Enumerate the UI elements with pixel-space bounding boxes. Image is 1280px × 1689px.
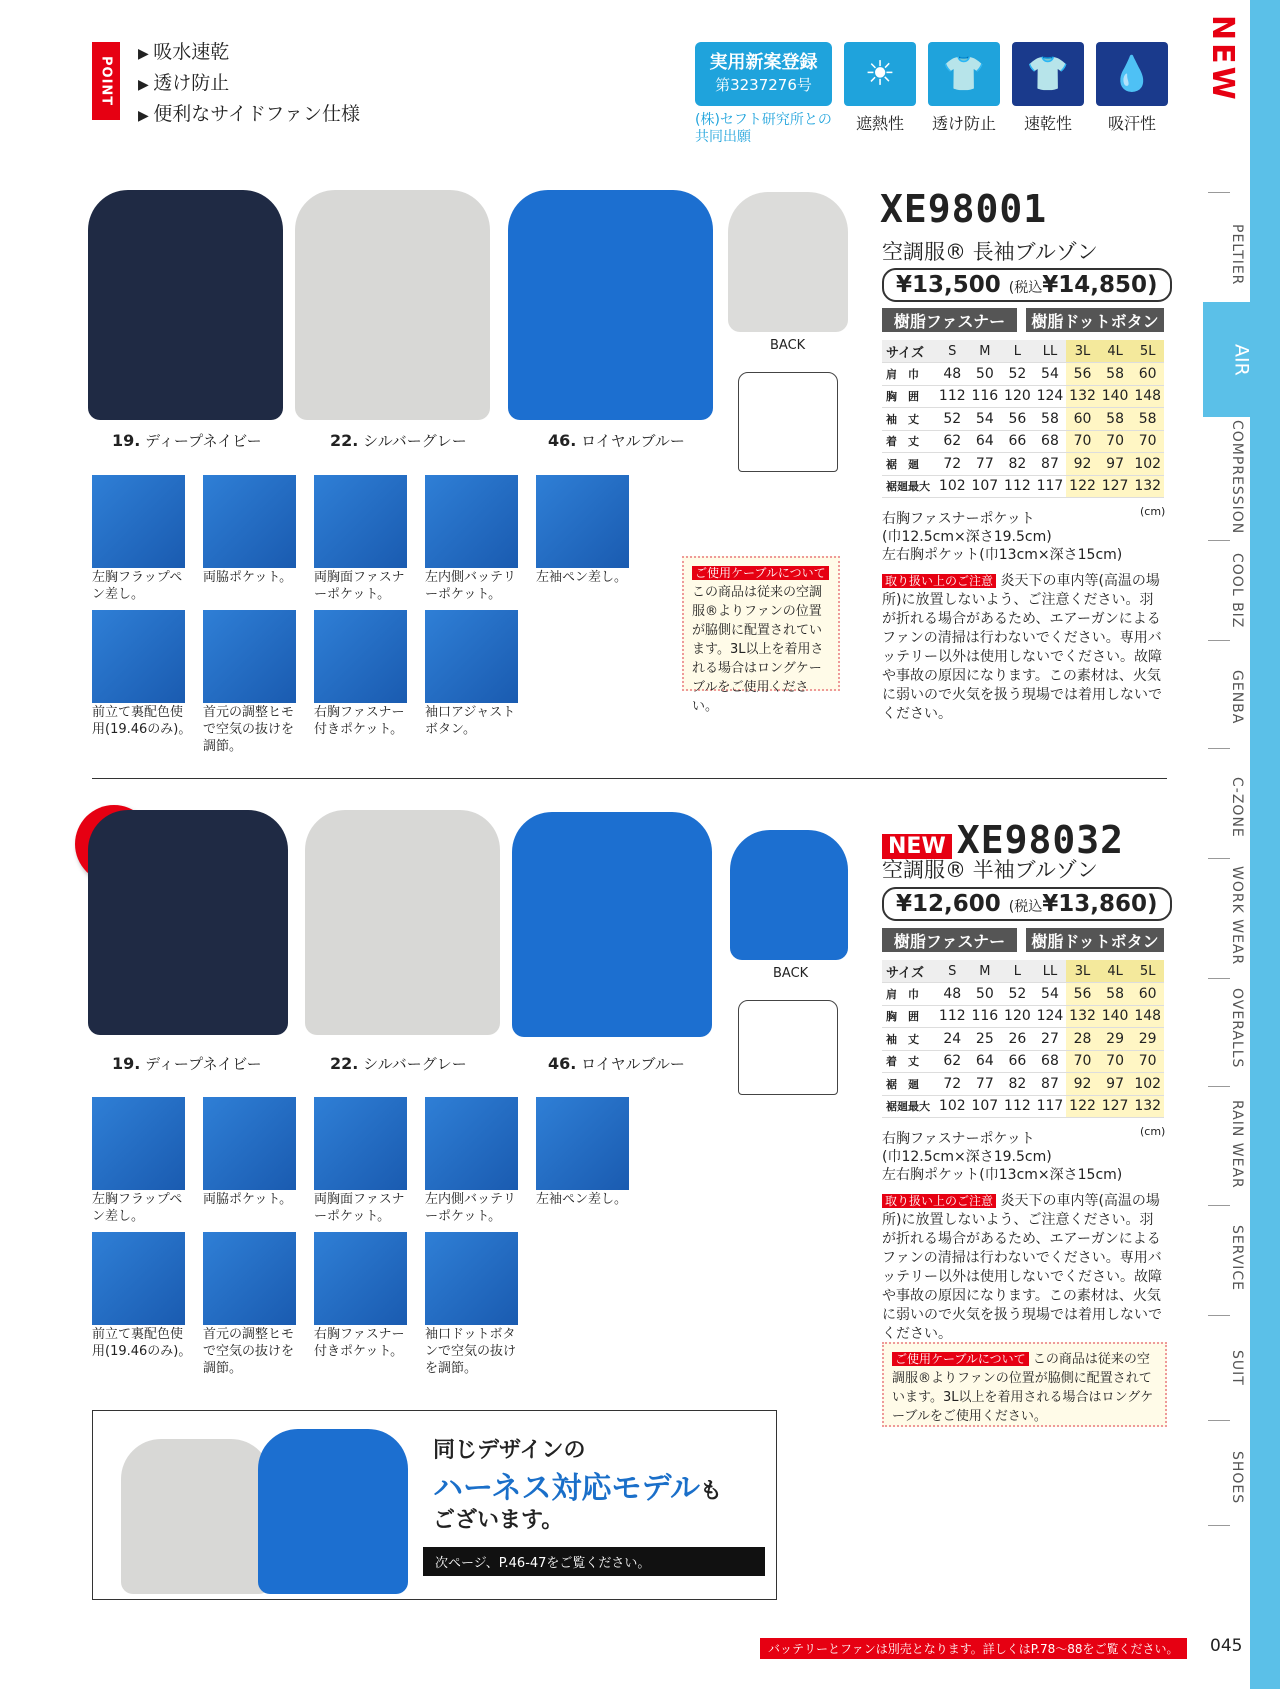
pocket-spec <box>882 1130 1122 1184</box>
detail-photo <box>314 610 407 703</box>
caution-body: 炎天下の車内等(高温の場所)に放置しないよう、ご注意ください。羽が折れる場合があるため、エアーガンによるファンの清掃は行わないでください。専用バッテリー以外は使用しないでください。故障や事故の原因になります。この素材は、火気に弱いので火気を扱う現場では着用しないでください。 <box>882 1193 1162 1342</box>
detail-caption: 左内側バッテリーポケット。 <box>425 1192 517 1224</box>
cable-text: この商品は従来の空調服®よりファンの位置が脇側に配置されています。3L以上を着用される場合はロングケーブルをご使用ください。 <box>892 1352 1154 1424</box>
registration-note <box>695 112 832 146</box>
size-cell: 64 <box>969 1050 1002 1073</box>
size-row <box>882 453 1164 476</box>
jacket-blue-photo <box>512 812 712 1037</box>
harness-model: ハーネス対応モデル <box>433 1471 700 1506</box>
sidebar-divider <box>1208 748 1230 749</box>
harness-line3: ございます。 <box>433 1508 564 1533</box>
point-tag: POINT <box>92 42 120 120</box>
detail-photo <box>203 1232 296 1325</box>
point-item: ▶ 吸水速乾 <box>138 38 360 69</box>
size-cell: 62 <box>936 1050 969 1073</box>
sidebar-divider <box>1208 540 1230 541</box>
size-row <box>882 1073 1164 1096</box>
fastener-label: 樹脂ドットボタン <box>1026 308 1164 332</box>
size-table <box>882 960 1164 1118</box>
registration-note-line: 共同出願 <box>695 129 751 145</box>
color-label-navy <box>112 1053 262 1074</box>
jacket-silver-photo <box>305 810 500 1035</box>
size-cell: 胸 囲 <box>882 1005 936 1028</box>
size-row <box>882 1095 1164 1118</box>
size-cell: M <box>969 340 1002 363</box>
size-cell: 着 丈 <box>882 1050 936 1073</box>
caution-text <box>882 1192 1167 1344</box>
size-cell: M <box>969 960 1002 983</box>
size-cell: 87 <box>1034 1073 1067 1096</box>
jacket-back-photo <box>730 830 848 960</box>
size-cell: 122 <box>1066 1095 1099 1118</box>
size-row <box>882 363 1164 386</box>
size-cell: 70 <box>1099 430 1132 453</box>
pocket-line: 左右胸ポケット(巾13cm×深さ15cm) <box>882 547 1123 563</box>
harness-line2 <box>433 1463 722 1507</box>
sidebar-divider <box>1208 192 1230 193</box>
size-cell: LL <box>1034 960 1067 983</box>
size-cell: 52 <box>1001 363 1034 386</box>
size-cell: 肩 巾 <box>882 363 936 386</box>
size-cell: 102 <box>936 1095 969 1118</box>
price-box: ¥12,600 (税込¥13,860) <box>882 887 1172 921</box>
size-cell: 116 <box>969 1005 1002 1028</box>
sidebar-divider <box>1208 1420 1230 1421</box>
sidebar-divider <box>1208 858 1230 859</box>
sidebar-item-rain-wear[interactable]: RAIN WEAR <box>1229 1099 1245 1189</box>
size-header-row <box>882 340 1164 363</box>
size-cell: 112 <box>936 385 969 408</box>
sidebar-item-service[interactable]: SERVICE <box>1229 1224 1245 1292</box>
size-cell: 102 <box>1131 1073 1164 1096</box>
tank-top-icon: 👕 <box>928 42 1000 106</box>
color-no: 19. <box>112 431 141 450</box>
size-cell: 70 <box>1066 430 1099 453</box>
size-cell: 54 <box>1034 983 1067 1006</box>
section-divider <box>92 778 1167 779</box>
size-cell: 64 <box>969 430 1002 453</box>
size-cell: 112 <box>1001 1095 1034 1118</box>
size-cell: 70 <box>1131 430 1164 453</box>
pocket-line: 左右胸ポケット(巾13cm×深さ15cm) <box>882 1167 1123 1183</box>
size-cell: 5L <box>1131 340 1164 363</box>
product-name: 空調服® 長袖ブルゾン <box>882 240 1098 264</box>
size-cell: 132 <box>1131 1095 1164 1118</box>
detail-photo <box>536 1097 629 1190</box>
feature-label: 速乾性 <box>1023 114 1072 133</box>
size-row <box>882 1005 1164 1028</box>
point-list <box>138 38 360 131</box>
detail-caption: 左袖ペン差し。 <box>536 1192 628 1207</box>
size-cell: 66 <box>1001 1050 1034 1073</box>
harness-jacket-silver-photo <box>121 1439 271 1594</box>
sun-shirt-icon: ☀ <box>844 42 916 106</box>
sidebar-item-overalls[interactable]: OVERALLS <box>1229 988 1245 1069</box>
back-label: BACK <box>770 338 806 353</box>
product-code: XE98001 <box>880 187 1048 231</box>
size-cell: 120 <box>1001 385 1034 408</box>
size-cell: 102 <box>936 475 969 498</box>
color-no: 46. <box>548 1054 577 1073</box>
sidebar-item-suit[interactable]: SUIT <box>1229 1349 1245 1386</box>
color-label-silver <box>330 1053 467 1074</box>
detail-photo <box>203 610 296 703</box>
back-label: BACK <box>773 966 809 981</box>
size-cell: 58 <box>1099 983 1132 1006</box>
color-name: ロイヤルブルー <box>581 1055 685 1073</box>
size-cell: 60 <box>1131 363 1164 386</box>
point-item: ▶ 便利なサイドファン仕様 <box>138 100 360 131</box>
registration-title: 実用新案登録 <box>709 52 818 73</box>
product-name: 空調服® 半袖ブルゾン <box>882 858 1098 882</box>
feature-label: 吸汗性 <box>1107 114 1156 133</box>
size-cell: 66 <box>1001 430 1034 453</box>
harness-link[interactable]: 次ページ、P.46-47をご覧ください。 <box>423 1547 765 1576</box>
size-cell: 胸 囲 <box>882 385 936 408</box>
size-row <box>882 983 1164 1006</box>
size-row <box>882 1050 1164 1073</box>
size-cell: 裾 廻 <box>882 1073 936 1096</box>
size-cell: 92 <box>1066 1073 1099 1096</box>
size-cell: 肩 巾 <box>882 983 936 1006</box>
size-cell: 袖 丈 <box>882 1028 936 1051</box>
size-cell: 裾廻最大 <box>882 1095 936 1118</box>
size-header-row <box>882 960 1164 983</box>
size-cell: 29 <box>1099 1028 1132 1051</box>
size-cell: 122 <box>1066 475 1099 498</box>
pocket-line: (巾12.5cm×深さ19.5cm) <box>882 1149 1052 1165</box>
size-cell: 54 <box>969 408 1002 431</box>
sidebar-item-shoes[interactable]: SHOES <box>1229 1450 1245 1505</box>
size-cell: 87 <box>1034 453 1067 476</box>
size-cell: 3L <box>1066 960 1099 983</box>
feature-heat-shield <box>844 42 916 134</box>
size-row <box>882 430 1164 453</box>
size-cell: 50 <box>969 363 1002 386</box>
caution-body: 炎天下の車内等(高温の場所)に放置しないよう、ご注意ください。羽が折れる場合があるため、エアーガンによるファンの清掃は行わないでください。専用バッテリー以外は使用しないでください。故障や事故の原因になります。この素材は、火気に弱いので火気を扱う現場では着用しないでください。 <box>882 573 1162 722</box>
size-cell: 29 <box>1131 1028 1164 1051</box>
size-cell: 77 <box>969 453 1002 476</box>
detail-caption: 両胸面ファスナーポケット。 <box>314 570 405 602</box>
sidebar-divider <box>1208 1315 1230 1316</box>
new-label: NEW <box>882 834 952 859</box>
size-cell: 132 <box>1066 385 1099 408</box>
color-no: 22. <box>330 431 359 450</box>
detail-caption: 左胸フラップペン差し。 <box>92 1192 183 1224</box>
sidebar-item-work-wear[interactable]: WORK WEAR <box>1229 866 1245 966</box>
size-cell: 袖 丈 <box>882 408 936 431</box>
size-cell: 92 <box>1066 453 1099 476</box>
back-line-drawing <box>738 1000 838 1095</box>
page-number: 045 <box>1210 1636 1243 1656</box>
size-cell: 120 <box>1001 1005 1034 1028</box>
sidebar-divider <box>1208 1525 1230 1526</box>
unit-label: (cm) <box>1140 1125 1166 1138</box>
point-item: ▶ 透け防止 <box>138 69 360 100</box>
pocket-line: (巾12.5cm×深さ19.5cm) <box>882 529 1052 545</box>
price-tax: ¥14,850 <box>1042 272 1148 298</box>
detail-caption: 両脇ポケット。 <box>203 570 293 585</box>
detail-caption: 左袖ペン差し。 <box>536 570 628 585</box>
size-cell: 48 <box>936 363 969 386</box>
size-cell: 54 <box>1034 363 1067 386</box>
size-cell: 26 <box>1001 1028 1034 1051</box>
feature-anti-see-through <box>928 42 1000 134</box>
size-cell: 70 <box>1131 1050 1164 1073</box>
detail-caption: 袖口アジャストボタン。 <box>425 705 516 737</box>
sidebar-divider <box>1208 1205 1230 1206</box>
color-name: ディープネイビー <box>145 1055 262 1073</box>
size-cell: 58 <box>1034 408 1067 431</box>
size-cell: 117 <box>1034 475 1067 498</box>
size-cell: 52 <box>1001 983 1034 1006</box>
size-cell: S <box>936 340 969 363</box>
color-name: シルバーグレー <box>363 1055 467 1073</box>
detail-photo <box>92 1097 185 1190</box>
detail-caption: 首元の調整ヒモで空気の抜けを調節。 <box>203 705 295 754</box>
cable-label: ご使用ケーブルについて <box>692 566 829 580</box>
size-cell: 裾 廻 <box>882 453 936 476</box>
harness-line1: 同じデザインの <box>433 1438 586 1463</box>
detail-photo <box>203 1097 296 1190</box>
detail-photo <box>425 610 518 703</box>
detail-caption: 右胸ファスナー付きポケット。 <box>314 705 405 737</box>
harness-jacket-blue-photo <box>258 1429 408 1594</box>
size-cell: 132 <box>1131 475 1164 498</box>
size-row <box>882 408 1164 431</box>
price-tax: ¥13,860 <box>1042 891 1148 917</box>
feature-label: 透け防止 <box>931 114 996 133</box>
feature-label: 遮熱性 <box>855 114 904 133</box>
size-cell: 27 <box>1034 1028 1067 1051</box>
size-cell: 140 <box>1099 385 1132 408</box>
size-cell: 82 <box>1001 1073 1034 1096</box>
fastener-label: 樹脂ファスナー <box>882 928 1017 952</box>
size-cell: L <box>1001 960 1034 983</box>
sidebar-strip <box>1250 0 1280 1689</box>
detail-photo <box>425 1232 518 1325</box>
size-cell: 3L <box>1066 340 1099 363</box>
jacket-blue-photo <box>508 190 713 420</box>
detail-caption: 首元の調整ヒモで空気の抜けを調節。 <box>203 1327 295 1376</box>
pocket-line: 右胸ファスナーポケット <box>882 1131 1035 1147</box>
size-cell: 50 <box>969 983 1002 1006</box>
sidebar-new: NEW <box>1205 15 1240 103</box>
size-cell: 127 <box>1099 1095 1132 1118</box>
size-cell: 70 <box>1099 1050 1132 1073</box>
size-cell: 56 <box>1001 408 1034 431</box>
size-cell: 77 <box>969 1073 1002 1096</box>
sidebar-item-compression[interactable]: COMPRESSION <box>1229 419 1245 535</box>
size-cell: 72 <box>936 1073 969 1096</box>
color-label-blue <box>548 1053 685 1074</box>
size-cell: 60 <box>1066 408 1099 431</box>
size-cell: 102 <box>1131 453 1164 476</box>
size-cell: 116 <box>969 385 1002 408</box>
size-cell: 112 <box>1001 475 1034 498</box>
price: ¥12,600 <box>896 891 1001 917</box>
size-cell: 24 <box>936 1028 969 1051</box>
color-name: ディープネイビー <box>145 432 262 450</box>
size-table <box>882 340 1164 498</box>
registration-badge <box>695 42 832 106</box>
size-cell: 56 <box>1066 363 1099 386</box>
cable-note-box <box>682 556 840 714</box>
jacket-back-photo <box>728 192 848 332</box>
jacket-silver-photo <box>295 190 490 420</box>
size-cell: 97 <box>1099 1073 1132 1096</box>
detail-caption: 前立て裏配色使用(19.46のみ)。 <box>92 1327 192 1359</box>
size-cell: 124 <box>1034 385 1067 408</box>
price: ¥13,500 <box>896 272 1001 298</box>
color-label-blue <box>548 430 685 451</box>
size-cell: 68 <box>1034 430 1067 453</box>
size-cell: 117 <box>1034 1095 1067 1118</box>
color-name: シルバーグレー <box>363 432 467 450</box>
detail-caption: 両脇ポケット。 <box>203 1192 293 1207</box>
size-cell: 60 <box>1131 983 1164 1006</box>
size-row <box>882 475 1164 498</box>
detail-photo <box>425 475 518 568</box>
fastener-label: 樹脂ドットボタン <box>1026 928 1164 952</box>
detail-photo <box>314 1097 407 1190</box>
size-cell: 着 丈 <box>882 430 936 453</box>
size-cell: 148 <box>1131 385 1164 408</box>
detail-photo <box>536 475 629 568</box>
size-cell: 70 <box>1066 1050 1099 1073</box>
sidebar-item-cool-biz[interactable]: COOL BIZ <box>1229 552 1245 629</box>
cable-text: この商品は従来の空調服®よりファンの位置が脇側に配置されています。3L以上を着用される場合はロングケーブルをご使用ください。 <box>692 585 824 714</box>
size-cell: 52 <box>936 408 969 431</box>
size-cell: 28 <box>1066 1028 1099 1051</box>
detail-photo <box>92 475 185 568</box>
size-cell: 148 <box>1131 1005 1164 1028</box>
size-cell: サイズ <box>882 340 936 363</box>
tax-label: 税込 <box>1014 280 1043 296</box>
size-cell: S <box>936 960 969 983</box>
price-box: ¥13,500 (税込¥14,850) <box>882 268 1172 302</box>
size-cell: 112 <box>936 1005 969 1028</box>
tshirt-drops-icon: 👕 <box>1012 42 1084 106</box>
size-row <box>882 385 1164 408</box>
size-cell: 裾廻最大 <box>882 475 936 498</box>
detail-photo <box>314 1232 407 1325</box>
size-cell: 140 <box>1099 1005 1132 1028</box>
size-cell: 68 <box>1034 1050 1067 1073</box>
sidebar-divider <box>1208 978 1230 979</box>
size-cell: 132 <box>1066 1005 1099 1028</box>
size-cell: LL <box>1034 340 1067 363</box>
footer-note: バッテリーとファンは別売となります。詳しくはP.78〜88をご覧ください。 <box>760 1638 1187 1659</box>
fastener-label: 樹脂ファスナー <box>882 308 1017 332</box>
detail-photo <box>314 475 407 568</box>
pocket-spec <box>882 510 1122 564</box>
unit-label: (cm) <box>1140 505 1166 518</box>
detail-caption: 右胸ファスナー付きポケット。 <box>314 1327 405 1359</box>
detail-photo <box>203 475 296 568</box>
size-cell: 97 <box>1099 453 1132 476</box>
harness-banner[interactable] <box>92 1410 777 1600</box>
harness-particle: も <box>700 1479 723 1504</box>
detail-caption: 左胸フラップペン差し。 <box>92 570 183 602</box>
size-cell: 58 <box>1131 408 1164 431</box>
cable-label: ご使用ケーブルについて <box>892 1352 1029 1366</box>
size-cell: サイズ <box>882 960 936 983</box>
detail-photo <box>92 1232 185 1325</box>
detail-photo <box>425 1097 518 1190</box>
jacket-navy-photo <box>88 810 288 1035</box>
color-no: 46. <box>548 431 577 450</box>
tax-label: 税込 <box>1014 899 1043 915</box>
detail-photo <box>92 610 185 703</box>
size-cell: 58 <box>1099 408 1132 431</box>
size-cell: 25 <box>969 1028 1002 1051</box>
color-name: ロイヤルブルー <box>581 432 685 450</box>
color-label-navy <box>112 430 262 451</box>
size-cell: 127 <box>1099 475 1132 498</box>
detail-caption: 両胸面ファスナーポケット。 <box>314 1192 405 1224</box>
size-cell: 48 <box>936 983 969 1006</box>
detail-caption: 前立て裏配色使用(19.46のみ)。 <box>92 705 192 737</box>
pocket-line: 右胸ファスナーポケット <box>882 511 1035 527</box>
size-cell: 5L <box>1131 960 1164 983</box>
cable-note-box <box>882 1342 1167 1427</box>
size-cell: 4L <box>1099 960 1132 983</box>
sidebar-item-c-zone[interactable]: C-ZONE <box>1229 776 1245 838</box>
size-cell: 124 <box>1034 1005 1067 1028</box>
jacket-navy-photo <box>88 190 283 420</box>
sidebar-divider <box>1208 1086 1230 1087</box>
size-cell: 107 <box>969 1095 1002 1118</box>
size-cell: L <box>1001 340 1034 363</box>
feature-quick-dry <box>1012 42 1084 134</box>
back-line-drawing <box>738 372 838 472</box>
sidebar-item-peltier[interactable]: PELTIER <box>1229 224 1245 286</box>
size-cell: 58 <box>1099 363 1132 386</box>
color-no: 22. <box>330 1054 359 1073</box>
size-cell: 82 <box>1001 453 1034 476</box>
detail-caption: 袖口ドットボタンで空気の抜けを調節。 <box>425 1327 517 1376</box>
sidebar-item-genba[interactable]: GENBA <box>1229 669 1245 725</box>
registration-note-line: (株)セフト研究所との <box>695 112 832 128</box>
sidebar-item-air[interactable]: AIR <box>1203 302 1280 417</box>
product-code: XE98032 <box>956 818 1124 862</box>
sidebar-divider <box>1208 640 1230 641</box>
caution-label: 取り扱い上のご注意 <box>882 1194 996 1208</box>
feature-sweat-absorb <box>1096 42 1168 134</box>
size-cell: 4L <box>1099 340 1132 363</box>
size-row <box>882 1028 1164 1051</box>
caution-text <box>882 572 1167 724</box>
registration-number: 第3237276号 <box>715 76 812 94</box>
size-cell: 72 <box>936 453 969 476</box>
size-cell: 62 <box>936 430 969 453</box>
size-cell: 56 <box>1066 983 1099 1006</box>
color-label-silver <box>330 430 467 451</box>
size-cell: 107 <box>969 475 1002 498</box>
color-no: 19. <box>112 1054 141 1073</box>
detail-caption: 左内側バッテリーポケット。 <box>425 570 517 602</box>
drops-icon: 💧 <box>1096 42 1168 106</box>
caution-label: 取り扱い上のご注意 <box>882 574 996 588</box>
